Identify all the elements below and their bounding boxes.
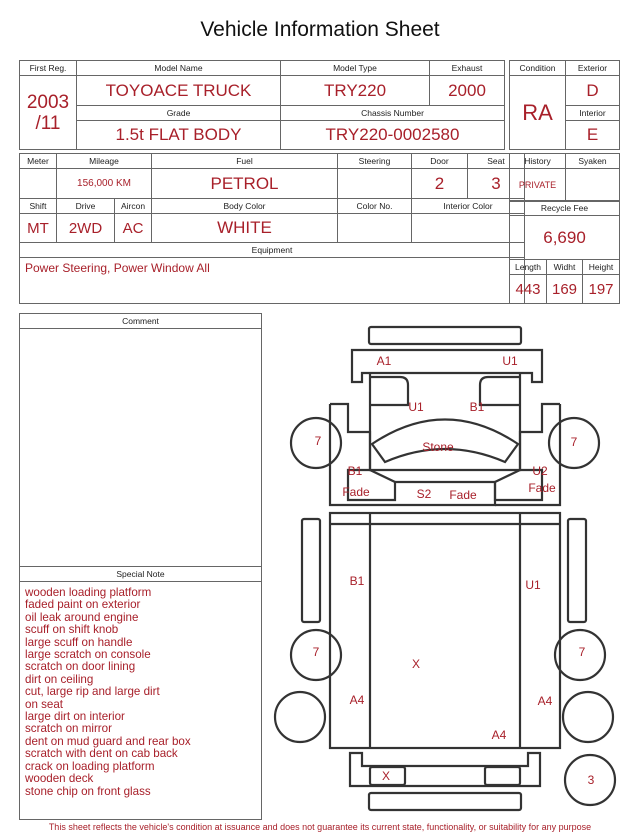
condition-label: Condition xyxy=(510,61,566,76)
comment-box xyxy=(19,313,262,567)
body-color-value: WHITE xyxy=(152,214,338,243)
hood-right-corner xyxy=(480,377,520,405)
exhaust-label: Exhaust xyxy=(430,61,505,76)
right-door-top-code: U2 xyxy=(532,464,548,478)
first-reg-label: First Reg. xyxy=(20,61,77,76)
fuel-value: PETROL xyxy=(152,169,338,199)
note-item: scratch on door lining xyxy=(25,660,136,674)
note-item: wooden deck xyxy=(25,772,94,786)
recycle-fee-label: Recycle Fee xyxy=(510,201,620,216)
page-title: Vehicle Information Sheet xyxy=(200,18,440,41)
history-value: PRIVATE xyxy=(510,169,566,202)
front-left-wheel-code: 7 xyxy=(314,434,322,448)
spare-wheel-code: 3 xyxy=(587,773,595,787)
rear-left-wheel-2-shape xyxy=(275,692,325,742)
equipment-label: Equipment xyxy=(20,243,525,258)
left-side-skirt xyxy=(302,519,320,622)
color-no-label: Color No. xyxy=(338,199,412,214)
model-name-value: TOYOACE TRUCK xyxy=(77,76,281,106)
model-name-label: Model Name xyxy=(77,61,281,76)
recycle-table xyxy=(509,200,620,304)
vehicle-info-table xyxy=(19,60,505,150)
front-bumper-bar xyxy=(369,327,521,344)
right-side-skirt xyxy=(568,519,586,622)
note-item: cut, large rip and large dirt xyxy=(25,685,160,699)
interior-color-value xyxy=(412,214,525,243)
door-value: 2 xyxy=(412,169,468,199)
syaken-value xyxy=(566,169,620,202)
front-bumper-left-code: A1 xyxy=(376,354,392,368)
width-label: Widht xyxy=(547,260,583,275)
length-label: Length xyxy=(510,260,547,275)
left-gate-code: B1 xyxy=(349,574,365,588)
body-color-label: Body Color xyxy=(152,199,338,214)
left-rear-panel-code: A4 xyxy=(349,693,365,707)
first-reg-value xyxy=(20,76,77,150)
aircon-value: AC xyxy=(115,214,152,243)
note-item: stone chip on front glass xyxy=(25,784,151,798)
left-door-bottom-code: Fade xyxy=(342,485,370,499)
note-item: crack on loading platform xyxy=(25,759,155,773)
history-label: History xyxy=(510,154,566,169)
shift-value: MT xyxy=(20,214,57,243)
fuel-label: Fuel xyxy=(152,154,338,169)
windshield-code: Stone xyxy=(422,440,454,454)
first-reg-month: /11 xyxy=(35,112,61,134)
grade-label: Grade xyxy=(77,106,281,121)
color-no-value xyxy=(338,214,412,243)
steering-value xyxy=(338,169,412,199)
comment-label: Comment xyxy=(20,314,261,329)
seat-label: Seat xyxy=(468,154,525,169)
interior-color-label: Interior Color xyxy=(412,199,525,214)
note-item: dent on mud guard and rear box xyxy=(25,734,191,748)
note-item: dirt on ceiling xyxy=(25,672,94,686)
aircon-label: Aircon xyxy=(115,199,152,214)
rear-bumper-code: X xyxy=(381,769,391,783)
rear-left-wheel-code: 7 xyxy=(312,645,320,659)
first-reg-year: 2003 xyxy=(26,91,70,113)
mileage-label: Mileage xyxy=(57,154,152,169)
interior-value: E xyxy=(566,121,620,150)
rear-bottom-bar xyxy=(369,793,521,810)
front-bumper-right-code: U1 xyxy=(502,354,518,368)
steering-label: Steering xyxy=(338,154,412,169)
cab-back-left-code: S2 xyxy=(416,487,432,501)
width-value: 169 xyxy=(547,275,583,304)
model-type-label: Model Type xyxy=(281,61,430,76)
note-item: large scratch on console xyxy=(25,648,151,662)
note-item: on seat xyxy=(25,697,64,711)
drive-label: Drive xyxy=(57,199,115,214)
note-item: wooden loading platform xyxy=(25,586,152,599)
right-door-bottom-code: Fade xyxy=(528,481,556,495)
length-value: 443 xyxy=(510,275,547,304)
disclaimer-footer: This sheet reflects the vehicle's condition at issuance and does not guarantee its current state, functionality, or suitability for any purpose xyxy=(48,822,592,832)
meter-value xyxy=(20,169,57,199)
exhaust-value: 2000 xyxy=(430,76,505,106)
drive-value: 2WD xyxy=(57,214,115,243)
hood-left-code: U1 xyxy=(408,400,424,414)
note-item: large dirt on interior xyxy=(25,710,125,724)
history-table xyxy=(509,153,620,202)
exterior-label: Exterior xyxy=(566,61,620,76)
bed-rear-code: A4 xyxy=(491,728,507,742)
note-item: scuff on shift knob xyxy=(25,623,119,637)
equipment-value: Power Steering, Power Window All xyxy=(20,258,525,304)
truck-bed xyxy=(330,513,560,748)
special-notes-list xyxy=(25,587,191,798)
chassis-value: TRY220-0002580 xyxy=(281,121,505,150)
cab-outline xyxy=(370,373,520,470)
door-label: Door xyxy=(412,154,468,169)
grade-value: 1.5t FLAT BODY xyxy=(77,121,281,150)
rear-bumper xyxy=(350,753,540,786)
hood-right-code: B1 xyxy=(469,400,485,414)
chassis-label: Chassis Number xyxy=(281,106,505,121)
exterior-value: D xyxy=(566,76,620,106)
cab-back-right-code: Fade xyxy=(449,488,477,502)
condition-table xyxy=(509,60,620,150)
spec-table xyxy=(19,153,525,304)
note-item: scratch on mirror xyxy=(25,722,112,736)
special-note-label: Special Note xyxy=(20,567,261,582)
note-item: faded paint on exterior xyxy=(25,598,141,612)
meter-label: Meter xyxy=(20,154,57,169)
front-right-wheel-code: 7 xyxy=(570,435,578,449)
syaken-label: Syaken xyxy=(566,154,620,169)
height-value: 197 xyxy=(583,275,620,304)
right-rear-panel-code: A4 xyxy=(537,694,553,708)
rear-right-wheel-code: 7 xyxy=(578,645,586,659)
mileage-value: 156,000 KM xyxy=(57,169,152,199)
recycle-fee-value: 6,690 xyxy=(510,216,620,260)
model-type-value: TRY220 xyxy=(281,76,430,106)
height-label: Height xyxy=(583,260,620,275)
hood-left-corner xyxy=(370,377,408,405)
interior-label: Interior xyxy=(566,106,620,121)
condition-value: RA xyxy=(510,76,566,150)
note-item: large scuff on handle xyxy=(25,635,133,649)
rear-right-wheel-2-shape xyxy=(563,692,613,742)
left-door-top-code: B1 xyxy=(347,464,363,478)
note-item: oil leak around engine xyxy=(25,610,139,624)
note-item: scratch with dent on cab back xyxy=(25,747,178,761)
cab-back xyxy=(395,482,495,505)
bed-code: X xyxy=(411,657,421,671)
rear-light-right xyxy=(485,767,520,785)
shift-label: Shift xyxy=(20,199,57,214)
truck-damage-diagram xyxy=(270,318,630,818)
right-gate-code: U1 xyxy=(525,578,541,592)
seat-value: 3 xyxy=(468,169,525,199)
